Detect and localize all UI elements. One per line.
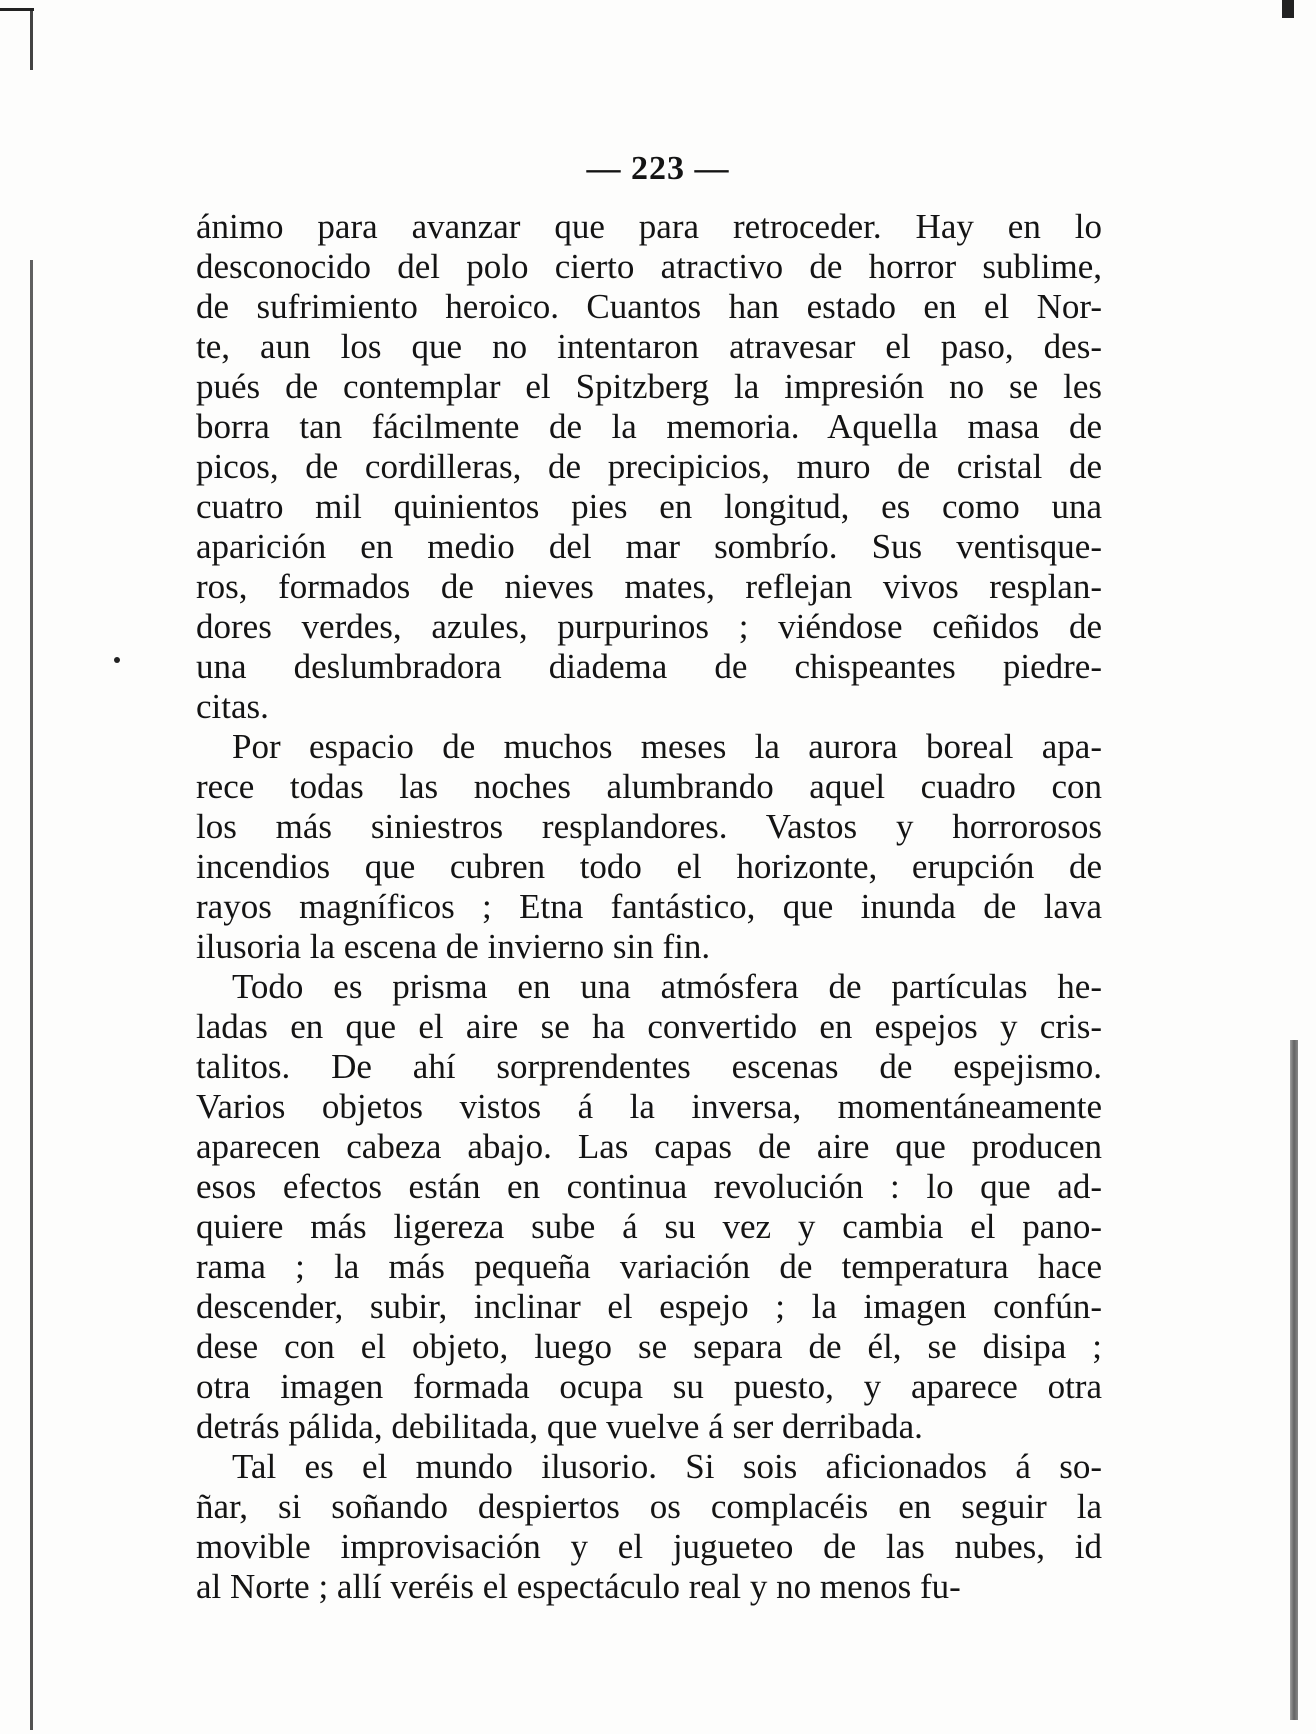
text-line: rece todas las noches alumbrando aquel cuadro con [196,767,1102,806]
text-line: citas. [196,687,269,726]
text-line: rayos magníficos ; Etna fantástico, que inunda de lava [196,887,1102,926]
text-line: quiere más ligereza sube á su vez y cambia el pano- [196,1207,1102,1246]
text-line: cuatro mil quinientos pies en longitud, es como una [196,487,1102,526]
text-line: ñar, si soñando despiertos os complacéis en seguir la [196,1487,1102,1526]
text-line: al Norte ; allí veréis el espectáculo real y no menos fu- [196,1567,961,1606]
text-line: ros, formados de nieves mates, reflejan vivos resplan- [196,567,1102,606]
text-line: pués de contemplar el Spitzberg la impresión no se les [196,367,1102,406]
text-line: movible improvisación y el jugueteo de las nubes, id [196,1527,1102,1566]
text-line: Todo es prisma en una atmósfera de partículas he- [232,967,1102,1006]
text-line: esos efectos están en continua revolución : lo que ad- [196,1167,1102,1206]
text-line: dese con el objeto, luego se separa de él, se disipa ; [196,1327,1102,1366]
text-line: detrás pálida, debilitada, que vuelve á ser derribada. [196,1407,923,1446]
paragraph [196,207,1102,727]
text-line: rama ; la más pequeña variación de temperatura hace [196,1247,1102,1286]
text-line: ilusoria la escena de invierno sin fin. [196,927,711,966]
text-line: Por espacio de muchos meses la aurora boreal apa- [232,727,1102,766]
scan-edge-corner [1282,0,1294,18]
text-line: Varios objetos vistos á la inversa, momentáneamente [196,1087,1102,1126]
text-line: los más siniestros resplandores. Vastos y horrorosos [196,807,1102,846]
scan-speck [114,657,120,663]
text-line: talitos. De ahí sorprendentes escenas de espejismo. [196,1047,1102,1086]
text-line: te, aun los que no intentaron atravesar el paso, des- [196,327,1102,366]
text-line: de sufrimiento heroico. Cuantos han estado en el Nor- [196,287,1102,326]
text-line: Tal es el mundo ilusorio. Si sois aficionados á so- [232,1447,1102,1486]
body-text [196,207,1102,1607]
text-line: aparición en medio del mar sombrío. Sus ventisque- [196,527,1102,566]
text-line: incendios que cubren todo el horizonte, erupción de [196,847,1102,886]
text-line: desconocido del polo cierto atractivo de horror sublime, [196,247,1102,286]
text-line: aparecen cabeza abajo. Las capas de aire que producen [196,1127,1102,1166]
text-line: descender, subir, inclinar el espejo ; la imagen confún- [196,1287,1102,1326]
page-number: — 223 — [586,150,730,187]
text-line: dores verdes, azules, purpurinos ; viéndose ceñidos de [196,607,1102,646]
paragraph [196,727,1102,967]
text-line: ladas en que el aire se ha convertido en espejos y cris- [196,1007,1102,1046]
text-line: borra tan fácilmente de la memoria. Aquella masa de [196,407,1102,446]
paragraph [196,967,1102,1447]
text-line: una deslumbradora diadema de chispeantes piedre- [196,647,1102,686]
text-line: otra imagen formada ocupa su puesto, y aparece otra [196,1367,1102,1406]
scan-edge-top-left [0,8,34,11]
scan-edge-right [1290,1040,1298,1720]
scan-edge-left [30,10,33,1730]
paragraph [196,1447,1102,1607]
text-line: ánimo para avanzar que para retroceder. Hay en lo [196,207,1102,246]
text-line: picos, de cordilleras, de precipicios, muro de cristal de [196,447,1102,486]
